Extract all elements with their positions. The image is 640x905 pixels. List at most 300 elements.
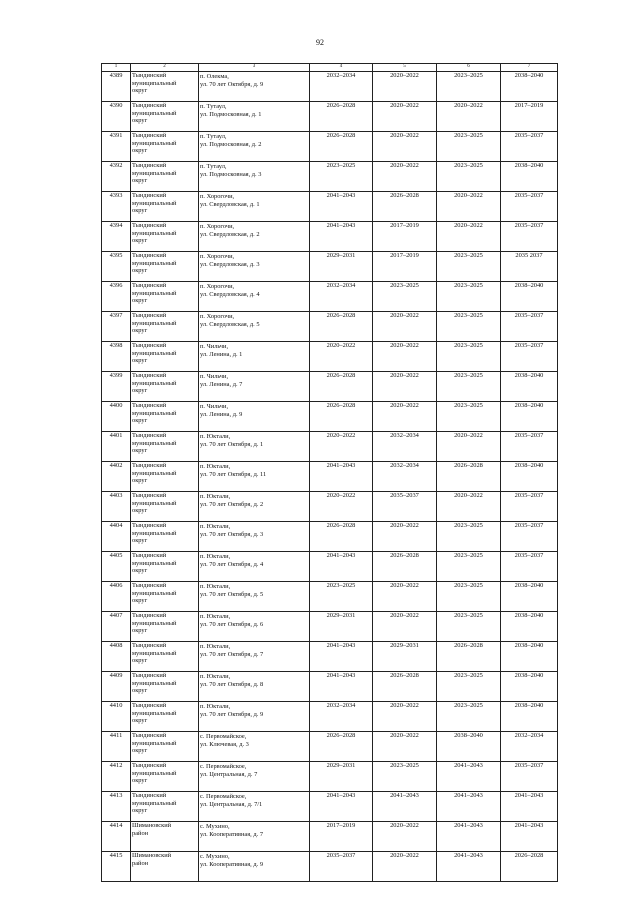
district-line: Тындинский (132, 402, 167, 409)
district-cell (131, 312, 199, 342)
district-line: Тындинский (132, 162, 167, 169)
address-line: п. Юктали, (200, 613, 231, 620)
period-cell-c5: 2020–2022 (373, 342, 437, 372)
period-cell-c5: 2029–2031 (373, 642, 437, 672)
period-cell-c6: 2041–2043 (437, 822, 501, 852)
period-cell-c7: 2038–2040 (501, 642, 558, 672)
column-header: 5 (373, 64, 437, 72)
period-cell-c5: 2017–2019 (373, 222, 437, 252)
period-cell-c5: 2032–2034 (373, 462, 437, 492)
period-cell-c5: 2035–2037 (373, 492, 437, 522)
address-line: ул. 70 лет Октября, д. 5 (200, 590, 264, 598)
district-cell (131, 792, 199, 822)
address-line: п. Хорогочи, (200, 253, 235, 260)
address-line: ул. 70 лет Октября, д. 4 (200, 560, 264, 568)
district-line: муниципальный (132, 439, 177, 447)
row-number-cell: 4401 (102, 432, 131, 462)
row-number-cell: 4409 (102, 672, 131, 702)
row-number-cell: 4412 (102, 762, 131, 792)
district-line: округ (132, 507, 148, 515)
district-line: Тындинский (132, 462, 167, 469)
table-row (102, 822, 558, 852)
period-cell-c5: 2020–2022 (373, 612, 437, 642)
period-cell-c6: 2023–2025 (437, 162, 501, 192)
period-cell-c7: 2026–2028 (501, 852, 558, 882)
period-cell-c4: 2020–2022 (310, 342, 373, 372)
period-cell-c4: 2029–2031 (310, 612, 373, 642)
district-line: Шимановский (132, 822, 172, 829)
table-row (102, 582, 558, 612)
district-line: муниципальный (132, 409, 177, 417)
district-line: Тындинский (132, 732, 167, 739)
address-line: ул. Центральная, д. 7/1 (200, 800, 263, 808)
address-line: ул. 70 лет Октября, д. 11 (200, 470, 267, 478)
address-line: ул. Подмосковная, д. 1 (200, 110, 262, 118)
district-line: муниципальный (132, 109, 177, 117)
period-cell-c5: 2020–2022 (373, 852, 437, 882)
row-number-cell: 4408 (102, 642, 131, 672)
period-cell-c5: 2020–2022 (373, 312, 437, 342)
period-cell-c4: 2041–2043 (310, 792, 373, 822)
district-cell (131, 702, 199, 732)
period-cell-c6: 2023–2025 (437, 522, 501, 552)
address-cell (199, 192, 310, 222)
table-row (102, 852, 558, 882)
district-line: муниципальный (132, 709, 177, 717)
district-line: округ (132, 87, 148, 95)
address-line: п. Юктали, (200, 673, 231, 680)
district-line: муниципальный (132, 679, 177, 687)
table-row (102, 552, 558, 582)
district-line: муниципальный (132, 799, 177, 807)
district-cell (131, 462, 199, 492)
address-line: п. Хорогочи, (200, 223, 235, 230)
address-line: п. Тутаул, (200, 103, 227, 110)
period-cell-c5: 2020–2022 (373, 582, 437, 612)
period-cell-c7: 2035–2037 (501, 522, 558, 552)
district-line: муниципальный (132, 379, 177, 387)
district-line: округ (132, 267, 148, 275)
table-row (102, 102, 558, 132)
period-cell-c7: 2041–2043 (501, 822, 558, 852)
district-cell (131, 732, 199, 762)
address-cell (199, 162, 310, 192)
table-row (102, 732, 558, 762)
period-cell-c6: 2026–2028 (437, 642, 501, 672)
address-line: ул. 70 лет Октября, д. 7 (200, 650, 264, 658)
district-line: муниципальный (132, 469, 177, 477)
district-line: муниципальный (132, 499, 177, 507)
district-line: Тындинский (132, 342, 167, 349)
address-line: ул. 70 лет Октября, д. 1 (200, 440, 264, 448)
table-row (102, 372, 558, 402)
period-cell-c6: 2020–2022 (437, 432, 501, 462)
address-line: с. Первомайское, (200, 733, 247, 740)
address-line: ул. 70 лет Октября, д. 6 (200, 620, 264, 628)
period-cell-c7: 2035–2037 (501, 492, 558, 522)
district-line: Тындинский (132, 672, 167, 679)
address-line: п. Чильчи, (200, 403, 229, 410)
period-cell-c5: 2041–2043 (373, 792, 437, 822)
period-cell-c7: 2035–2037 (501, 222, 558, 252)
period-cell-c6: 2023–2025 (437, 612, 501, 642)
table-row (102, 432, 558, 462)
address-cell (199, 72, 310, 102)
district-line: округ (132, 477, 148, 485)
district-line: округ (132, 237, 148, 245)
address-cell (199, 312, 310, 342)
district-cell (131, 192, 199, 222)
period-cell-c7: 2035–2037 (501, 132, 558, 162)
district-line: Тындинский (132, 792, 167, 799)
district-line: округ (132, 627, 148, 635)
address-line: п. Хорогочи, (200, 283, 235, 290)
period-cell-c5: 2020–2022 (373, 132, 437, 162)
address-line: ул. 70 лет Октября, д. 2 (200, 500, 264, 508)
period-cell-c7: 2035–2037 (501, 762, 558, 792)
address-cell (199, 522, 310, 552)
period-cell-c7: 2035–2037 (501, 432, 558, 462)
district-line: муниципальный (132, 559, 177, 567)
district-line: муниципальный (132, 349, 177, 357)
district-line: округ (132, 417, 148, 425)
period-cell-c4: 2041–2043 (310, 222, 373, 252)
period-cell-c6: 2023–2025 (437, 702, 501, 732)
table-row (102, 762, 558, 792)
address-line: ул. Свердловская, д. 3 (200, 260, 260, 268)
table-row (102, 162, 558, 192)
period-cell-c6: 2041–2043 (437, 852, 501, 882)
district-line: Тындинский (132, 372, 167, 379)
district-line: округ (132, 447, 148, 455)
period-cell-c5: 2020–2022 (373, 162, 437, 192)
address-line: ул. Ленина, д. 7 (200, 380, 243, 388)
address-line: п. Чильчи, (200, 343, 229, 350)
period-cell-c4: 2041–2043 (310, 192, 373, 222)
row-number-cell: 4407 (102, 612, 131, 642)
table-row (102, 402, 558, 432)
district-cell (131, 822, 199, 852)
period-cell-c5: 2020–2022 (373, 102, 437, 132)
table-row (102, 672, 558, 702)
column-header: 1 (102, 64, 131, 72)
address-line: ул. 70 лет Октября, д. 8 (200, 680, 264, 688)
district-line: округ (132, 327, 148, 335)
district-line: Тындинский (132, 432, 167, 439)
address-line: п. Юктали, (200, 523, 231, 530)
district-line: Тындинский (132, 522, 167, 529)
district-line: округ (132, 537, 148, 545)
district-line: округ (132, 357, 148, 365)
address-cell (199, 372, 310, 402)
period-cell-c5: 2026–2028 (373, 552, 437, 582)
period-cell-c7: 2035 2037 (501, 252, 558, 282)
district-cell (131, 522, 199, 552)
period-cell-c4: 2029–2031 (310, 762, 373, 792)
table-row (102, 132, 558, 162)
district-cell (131, 672, 199, 702)
district-line: муниципальный (132, 139, 177, 147)
district-line: муниципальный (132, 169, 177, 177)
address-line: п. Тутаул, (200, 163, 227, 170)
row-number-cell: 4391 (102, 132, 131, 162)
district-cell (131, 642, 199, 672)
district-cell (131, 72, 199, 102)
column-header: 3 (199, 64, 310, 72)
period-cell-c6: 2038–2040 (437, 732, 501, 762)
table-row (102, 282, 558, 312)
period-cell-c4: 2041–2043 (310, 462, 373, 492)
period-cell-c6: 2023–2025 (437, 402, 501, 432)
period-cell-c5: 2020–2022 (373, 702, 437, 732)
address-line: с. Первомайское, (200, 763, 247, 770)
district-line: Тындинский (132, 282, 167, 289)
period-cell-c6: 2020–2022 (437, 492, 501, 522)
district-cell (131, 852, 199, 882)
address-line: п. Юктали, (200, 463, 231, 470)
period-cell-c7: 2038–2040 (501, 372, 558, 402)
district-cell (131, 132, 199, 162)
row-number-cell: 4406 (102, 582, 131, 612)
period-cell-c4: 2026–2028 (310, 522, 373, 552)
period-cell-c5: 2020–2022 (373, 732, 437, 762)
period-cell-c7: 2038–2040 (501, 582, 558, 612)
district-line: округ (132, 657, 148, 665)
address-line: ул. Ключевая, д. 3 (200, 740, 249, 748)
district-cell (131, 432, 199, 462)
address-line: п. Юктали, (200, 703, 231, 710)
district-line: округ (132, 747, 148, 755)
address-line: ул. Подмосковная, д. 3 (200, 170, 262, 178)
column-header: 6 (437, 64, 501, 72)
period-cell-c6: 2020–2022 (437, 192, 501, 222)
period-cell-c6: 2023–2025 (437, 672, 501, 702)
period-cell-c5: 2032–2034 (373, 432, 437, 462)
column-header: 2 (131, 64, 199, 72)
table-row (102, 792, 558, 822)
row-number-cell: 4404 (102, 522, 131, 552)
address-line: п. Юктали, (200, 493, 231, 500)
row-number-cell: 4415 (102, 852, 131, 882)
district-line: муниципальный (132, 259, 177, 267)
row-number-cell: 4397 (102, 312, 131, 342)
district-cell (131, 162, 199, 192)
district-line: Тындинский (132, 702, 167, 709)
district-cell (131, 342, 199, 372)
district-line: муниципальный (132, 769, 177, 777)
period-cell-c4: 2020–2022 (310, 492, 373, 522)
district-line: муниципальный (132, 289, 177, 297)
period-cell-c7: 2038–2040 (501, 162, 558, 192)
period-cell-c5: 2020–2022 (373, 402, 437, 432)
district-cell (131, 102, 199, 132)
address-line: ул. Кооперативная, д. 9 (200, 860, 264, 868)
table-row (102, 312, 558, 342)
address-cell (199, 342, 310, 372)
district-line: округ (132, 387, 148, 395)
address-line: ул. 70 лет Октября, д. 3 (200, 530, 264, 538)
district-line: Тындинский (132, 642, 167, 649)
district-cell (131, 222, 199, 252)
row-number-cell: 4398 (102, 342, 131, 372)
district-line: муниципальный (132, 79, 177, 87)
period-cell-c4: 2032–2034 (310, 282, 373, 312)
district-line: муниципальный (132, 529, 177, 537)
address-line: с. Первомайское, (200, 793, 247, 800)
period-cell-c5: 2023–2025 (373, 282, 437, 312)
district-line: округ (132, 807, 148, 815)
period-cell-c4: 2023–2025 (310, 162, 373, 192)
address-line: ул. Центральная, д. 7 (200, 770, 258, 778)
district-line: Тындинский (132, 612, 167, 619)
period-cell-c4: 2032–2034 (310, 72, 373, 102)
address-cell (199, 582, 310, 612)
address-line: ул. Свердловская, д. 2 (200, 230, 260, 238)
district-line: Тындинский (132, 252, 167, 259)
address-line: ул. Свердловская, д. 4 (200, 290, 260, 298)
period-cell-c5: 2020–2022 (373, 822, 437, 852)
row-number-cell: 4402 (102, 462, 131, 492)
period-cell-c5: 2017–2019 (373, 252, 437, 282)
period-cell-c6: 2023–2025 (437, 582, 501, 612)
address-cell (199, 672, 310, 702)
district-cell (131, 552, 199, 582)
table-row (102, 192, 558, 222)
district-line: Тындинский (132, 222, 167, 229)
period-cell-c4: 2026–2028 (310, 312, 373, 342)
address-cell (199, 492, 310, 522)
address-line: п. Хорогочи, (200, 193, 235, 200)
row-number-cell: 4394 (102, 222, 131, 252)
period-cell-c6: 2023–2025 (437, 552, 501, 582)
district-cell (131, 402, 199, 432)
row-number-cell: 4389 (102, 72, 131, 102)
period-cell-c6: 2020–2022 (437, 102, 501, 132)
district-cell (131, 252, 199, 282)
period-cell-c7: 2038–2040 (501, 612, 558, 642)
address-line: п. Юктали, (200, 583, 231, 590)
district-line: район (132, 829, 149, 837)
address-cell (199, 252, 310, 282)
period-cell-c4: 2041–2043 (310, 642, 373, 672)
period-cell-c4: 2026–2028 (310, 132, 373, 162)
address-line: п. Юктали, (200, 553, 231, 560)
address-line: с. Мухино, (200, 823, 230, 830)
address-cell (199, 402, 310, 432)
address-line: ул. Ленина, д. 1 (200, 350, 243, 358)
period-cell-c7: 2035–2037 (501, 312, 558, 342)
address-cell (199, 822, 310, 852)
table-row (102, 612, 558, 642)
row-number-cell: 4392 (102, 162, 131, 192)
address-cell (199, 222, 310, 252)
period-cell-c7: 2035–2037 (501, 342, 558, 372)
address-line: п. Тутаул, (200, 133, 227, 140)
address-cell (199, 732, 310, 762)
row-number-cell: 4399 (102, 372, 131, 402)
district-line: Тындинский (132, 192, 167, 199)
table-row (102, 222, 558, 252)
row-number-cell: 4414 (102, 822, 131, 852)
row-number-cell: 4393 (102, 192, 131, 222)
period-cell-c7: 2038–2040 (501, 282, 558, 312)
period-cell-c7: 2041–2043 (501, 792, 558, 822)
district-line: район (132, 859, 149, 867)
period-cell-c7: 2038–2040 (501, 672, 558, 702)
period-cell-c4: 2032–2034 (310, 702, 373, 732)
row-number-cell: 4403 (102, 492, 131, 522)
district-cell (131, 492, 199, 522)
district-cell (131, 612, 199, 642)
period-cell-c7: 2038–2040 (501, 402, 558, 432)
district-line: Тындинский (132, 582, 167, 589)
district-line: округ (132, 177, 148, 185)
table-row (102, 342, 558, 372)
address-line: ул. Подмосковная, д. 2 (200, 140, 262, 148)
address-cell (199, 792, 310, 822)
table-row (102, 462, 558, 492)
period-cell-c5: 2026–2028 (373, 192, 437, 222)
period-cell-c5: 2026–2028 (373, 672, 437, 702)
column-header: 7 (501, 64, 558, 72)
period-cell-c6: 2023–2025 (437, 132, 501, 162)
address-cell (199, 762, 310, 792)
address-line: ул. 70 лет Октября, д. 9 (200, 710, 264, 718)
district-line: муниципальный (132, 319, 177, 327)
period-cell-c6: 2023–2025 (437, 342, 501, 372)
district-line: округ (132, 207, 148, 215)
address-cell (199, 432, 310, 462)
district-line: Тындинский (132, 762, 167, 769)
period-cell-c6: 2041–2043 (437, 792, 501, 822)
address-line: ул. 70 лет Октября, д. 9 (200, 80, 264, 88)
row-number-cell: 4400 (102, 402, 131, 432)
row-number-cell: 4395 (102, 252, 131, 282)
address-cell (199, 642, 310, 672)
period-cell-c4: 2017–2019 (310, 822, 373, 852)
district-line: округ (132, 717, 148, 725)
table-row (102, 702, 558, 732)
period-cell-c4: 2041–2043 (310, 552, 373, 582)
period-cell-c4: 2035–2037 (310, 852, 373, 882)
address-line: п. Чильчи, (200, 373, 229, 380)
address-line: п. Юктали, (200, 433, 231, 440)
address-cell (199, 852, 310, 882)
table-row (102, 642, 558, 672)
address-cell (199, 702, 310, 732)
district-line: муниципальный (132, 649, 177, 657)
district-cell (131, 582, 199, 612)
district-line: округ (132, 297, 148, 305)
period-cell-c4: 2020–2022 (310, 432, 373, 462)
address-cell (199, 102, 310, 132)
address-line: ул. Кооперативная, д. 7 (200, 830, 264, 838)
row-number-cell: 4411 (102, 732, 131, 762)
period-cell-c4: 2041–2043 (310, 672, 373, 702)
period-cell-c5: 2020–2022 (373, 522, 437, 552)
period-cell-c5: 2020–2022 (373, 372, 437, 402)
period-cell-c6: 2023–2025 (437, 312, 501, 342)
address-line: ул. Свердловская, д. 1 (200, 200, 260, 208)
district-cell (131, 372, 199, 402)
district-line: муниципальный (132, 739, 177, 747)
address-line: п. Юктали, (200, 643, 231, 650)
district-line: округ (132, 597, 148, 605)
district-line: муниципальный (132, 619, 177, 627)
period-cell-c4: 2026–2028 (310, 102, 373, 132)
period-cell-c4: 2026–2028 (310, 402, 373, 432)
address-cell (199, 282, 310, 312)
